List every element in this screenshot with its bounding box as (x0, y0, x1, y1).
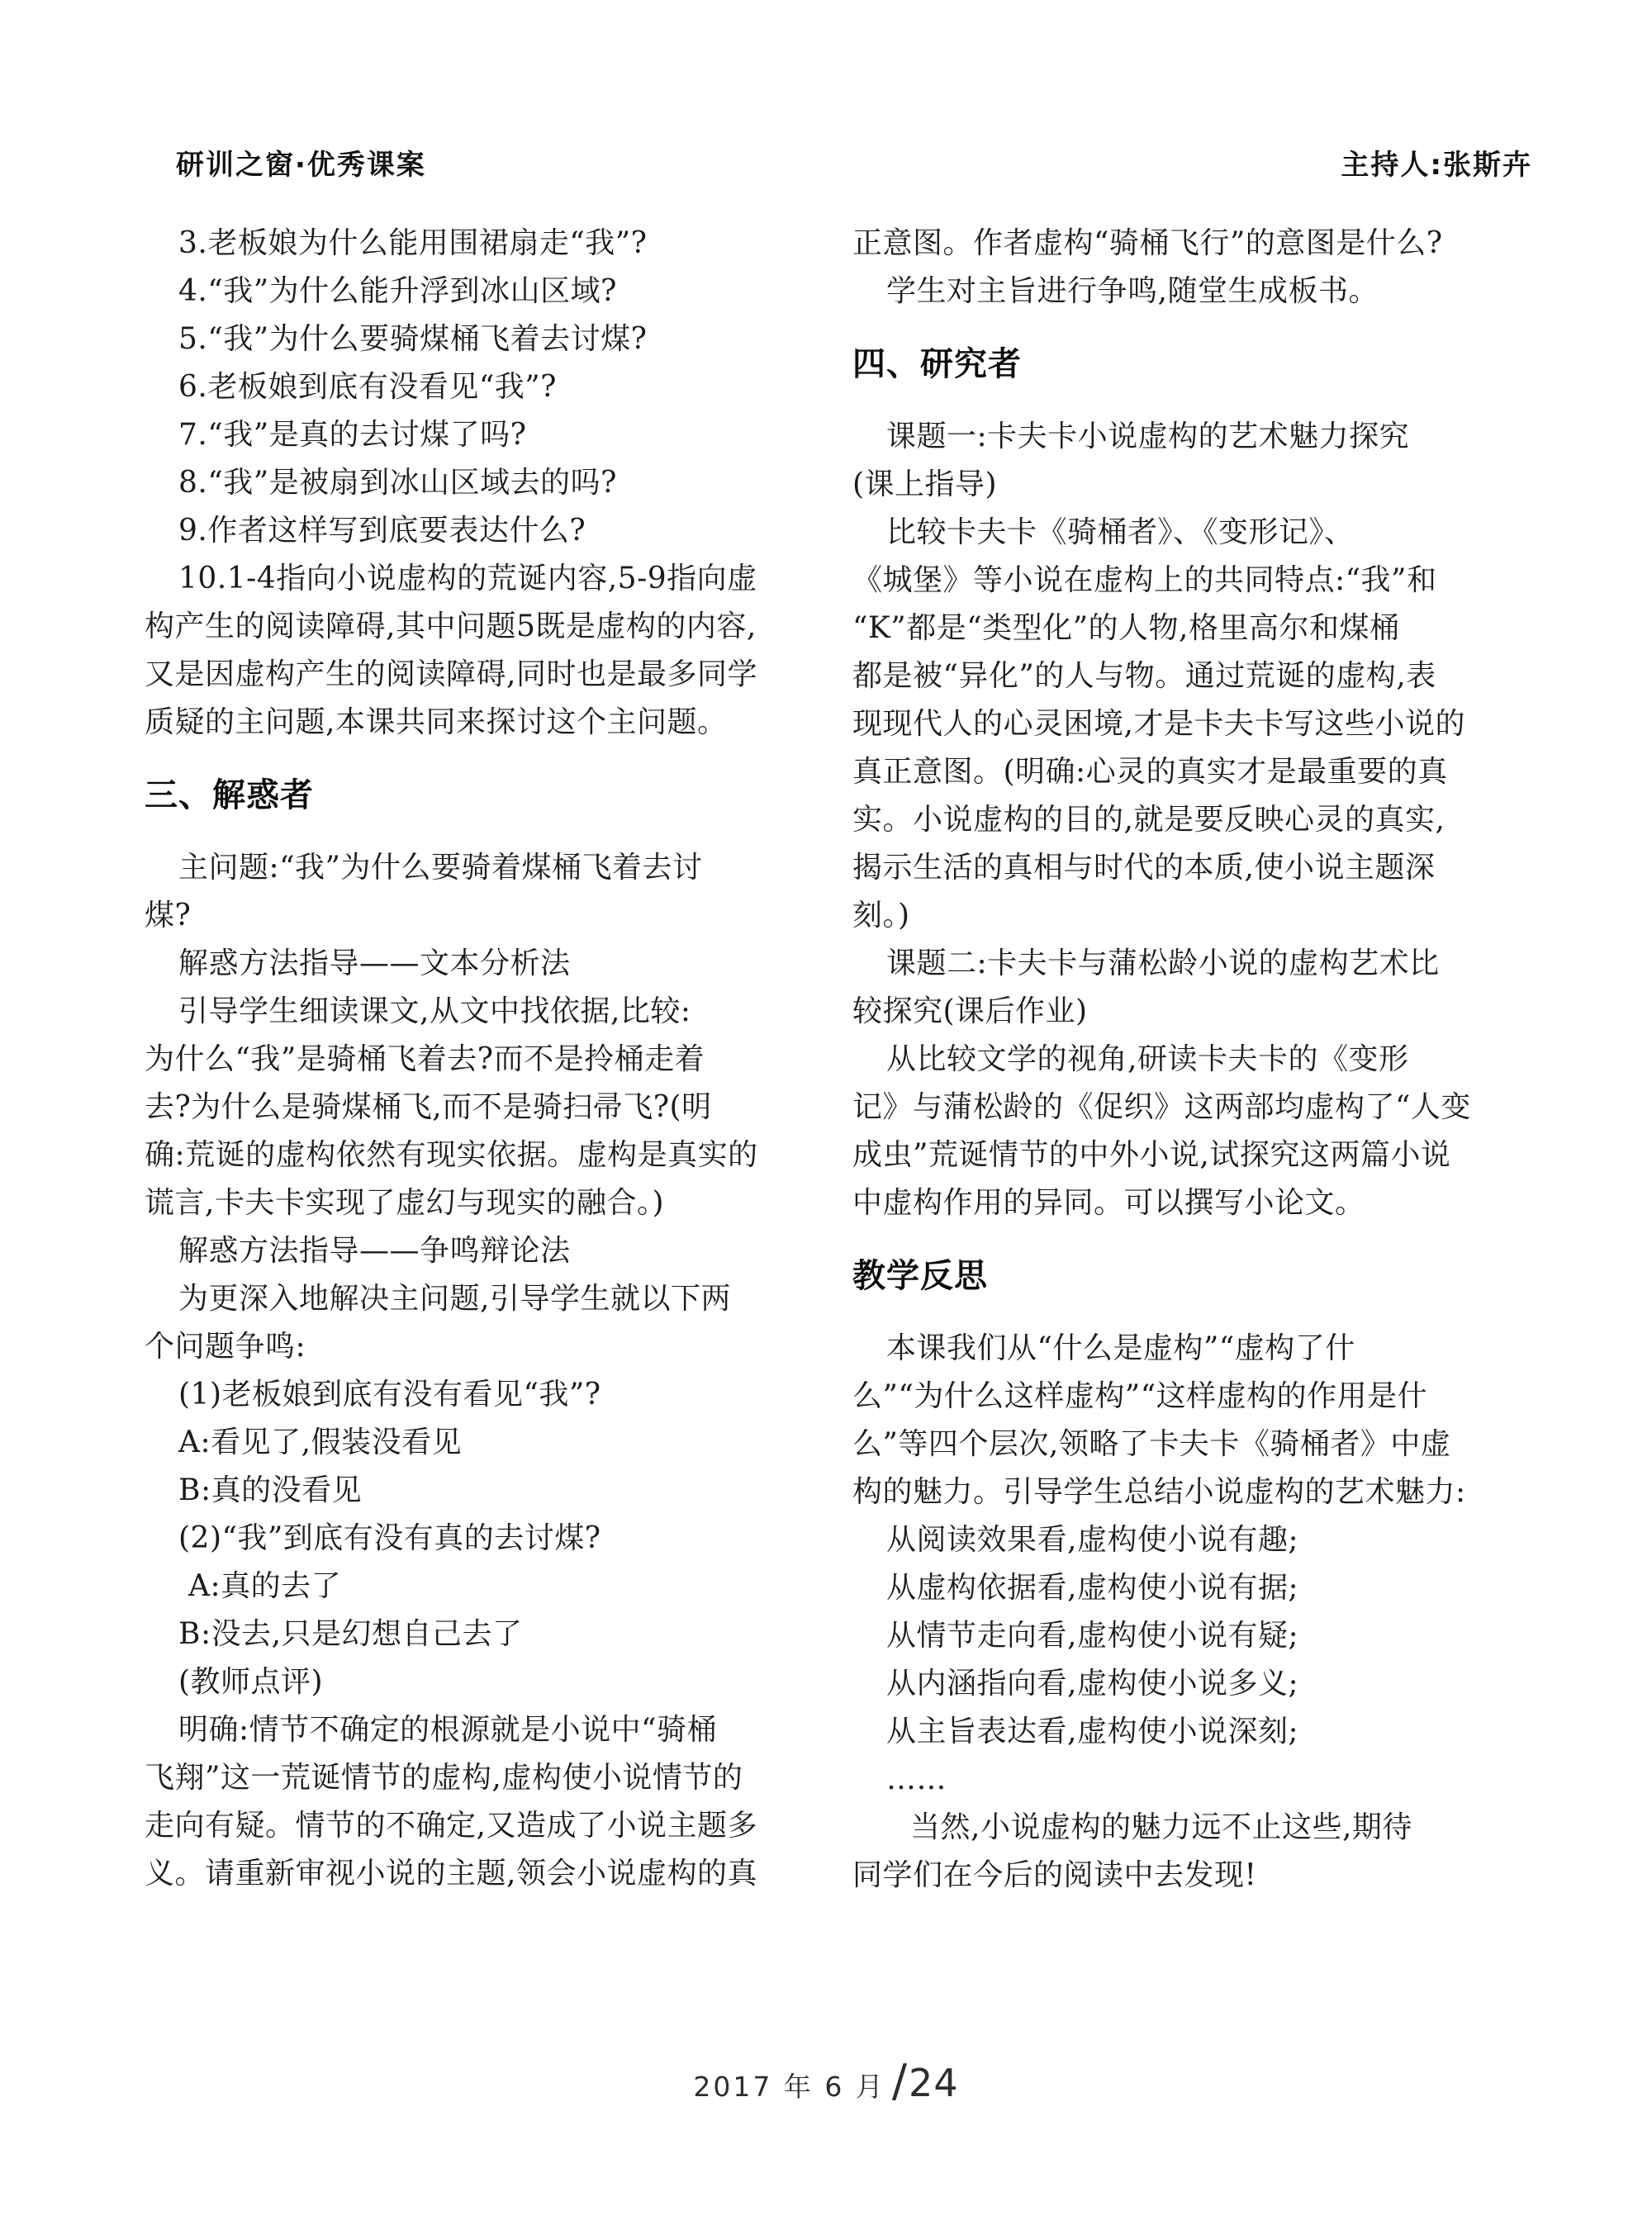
text-line: 从阅读效果看,虚构使小说有趣; (886, 1523, 1299, 1557)
text-line: 么”等四个层次,领略了卡夫卡《骑桶者》中虚 (852, 1427, 1451, 1461)
text-line: 正意图。作者虚构“骑桶飞行”的意图是什么? (852, 226, 1443, 260)
text-line: 8.“我”是被扇到冰山区域去的吗? (178, 466, 617, 500)
text-line: 明确:情节不确定的根源就是小说中“骑桶 (178, 1713, 718, 1747)
text-line: 为更深入地解决主问题,引导学生就以下两 (178, 1282, 731, 1316)
text-line: B:没去,只是幻想自己去了 (178, 1617, 523, 1651)
text-line: 3.老板娘为什么能用围裙扇走“我”? (178, 226, 648, 260)
text-line: 10.1-4指向小说虚构的荒诞内容,5-9指向虚 (178, 562, 757, 595)
text-line: 从内涵指向看,虚构使小说多义; (886, 1667, 1299, 1701)
text-line: …… (886, 1762, 947, 1796)
text-line: 比较卡夫卡《骑桶者》、《变形记》、 (886, 515, 1355, 549)
text-line: 《城堡》等小说在虚构上的共同特点:“我”和 (852, 563, 1437, 597)
text-line: 从主旨表达看,虚构使小说深刻; (886, 1715, 1299, 1748)
text-line: 9.作者这样写到底要表达什么? (178, 514, 586, 548)
text-line: 主问题:“我”为什么要骑着煤桶飞着去讨 (178, 851, 703, 885)
text-line: 谎言,卡夫卡实现了虚幻与现实的融合。) (145, 1186, 664, 1220)
text-line: 4.“我”为什么能升浮到冰山区域? (178, 274, 617, 308)
text-line: 煤? (145, 899, 192, 932)
text-line: 质疑的主问题,本课共同来探讨这个主问题。 (145, 705, 728, 739)
text-line: “K”都是“类型化”的人物,格里高尔和煤桶 (852, 611, 1400, 645)
text-line: 记》与蒲松龄的《促织》这两部均虚构了“人变 (852, 1090, 1471, 1124)
text-line: 揭示生活的真相与时代的本质,使小说主题深 (852, 851, 1436, 885)
text-line: 构的魅力。引导学生总结小说虚构的艺术魅力: (852, 1475, 1466, 1509)
text-line: 确:荒诞的虚构依然有现实依据。虚构是真实的 (145, 1138, 758, 1172)
text-line: 同学们在今后的阅读中去发现! (852, 1858, 1257, 1892)
text-line: 实。小说虚构的目的,就是要反映心灵的真实, (852, 803, 1446, 837)
text-line: 真正意图。(明确:心灵的真实才是最重要的真 (852, 755, 1448, 789)
text-line: 课题一:卡夫卡小说虚构的艺术魅力探究 (886, 420, 1410, 453)
text-line: B:真的没看见 (178, 1473, 363, 1507)
text-line: 都是被“异化”的人与物。通过荒诞的虚构,表 (852, 659, 1436, 693)
text-line: 5.“我”为什么要骑煤桶飞着去讨煤? (178, 322, 648, 356)
text-line: 当然,小说虚构的魅力远不止这些,期待 (910, 1810, 1412, 1844)
text-line: (2)“我”到底有没有真的去讨煤? (178, 1521, 601, 1555)
host-credit: 主持人:张斯卉 (1341, 149, 1532, 182)
text-line: 个问题争鸣: (145, 1330, 306, 1364)
text-line: 引导学生细读课文,从文中找依据,比较: (178, 994, 691, 1028)
text-line: 6.老板娘到底有没看见“我”? (178, 370, 557, 404)
text-line: 7.“我”是真的去讨煤了吗? (178, 418, 527, 452)
issue-date: 2017 年 6 月 (693, 2071, 885, 2103)
section-heading: 三、解惑者 (145, 776, 314, 814)
text-line: 解惑方法指导——文本分析法 (178, 946, 571, 980)
text-line: 刻。) (852, 899, 910, 932)
text-line: 解惑方法指导——争鸣辩论法 (178, 1234, 571, 1268)
section-heading: 教学反思 (852, 1257, 988, 1295)
page-header (176, 142, 1532, 183)
text-line: (1)老板娘到底有没有看见“我”? (178, 1378, 601, 1411)
left-column (145, 220, 805, 1898)
text-line: A:看见了,假装没看见 (178, 1426, 463, 1459)
text-line: 成虫”荒诞情节的中外小说,试探究这两篇小说 (852, 1138, 1451, 1172)
text-line: (课上指导) (852, 467, 998, 501)
text-line: 构产生的阅读障碍,其中问题5既是虚构的内容, (145, 610, 757, 643)
text-line: 较探究(课后作业) (852, 994, 1088, 1028)
text-line: 本课我们从“什么是虚构”“虚构了什 (886, 1331, 1355, 1365)
text-line: 从虚构依据看,虚构使小说有据; (886, 1571, 1299, 1605)
text-line: A:真的去了 (178, 1569, 342, 1603)
text-line: 又是因虚构产生的阅读障碍,同时也是最多同学 (145, 657, 757, 691)
text-line: 走向有疑。情节的不确定,又造成了小说主题多 (145, 1809, 757, 1843)
text-line: 义。请重新审视小说的主题,领会小说虚构的真 (145, 1857, 757, 1891)
text-line: 从情节走向看,虚构使小说有疑; (886, 1619, 1299, 1653)
right-column (852, 220, 1513, 1900)
section-heading: 四、研究者 (852, 345, 1022, 383)
page-number: 24 (909, 2061, 959, 2105)
page-footer (0, 2055, 1652, 2107)
text-line: (教师点评) (178, 1665, 324, 1699)
text-line: 现现代人的心灵困境,才是卡夫卡写这些小说的 (852, 707, 1465, 741)
text-line: 去?为什么是骑煤桶飞,而不是骑扫帚飞?(明 (145, 1090, 712, 1124)
text-line: 为什么“我”是骑桶飞着去?而不是拎桶走着 (145, 1042, 705, 1076)
footer-slash: / (891, 2055, 908, 2107)
text-line: 中虚构作用的异同。可以撰写小论文。 (852, 1186, 1365, 1220)
text-line: 飞翔”这一荒诞情节的虚构,虚构使小说情节的 (145, 1761, 743, 1795)
text-line: 么”“为什么这样虚构”“这样虚构的作用是什 (852, 1379, 1428, 1413)
text-line: 学生对主旨进行争鸣,随堂生成板书。 (886, 274, 1379, 308)
text-line: 从比较文学的视角,研读卡夫卡的《变形 (886, 1042, 1409, 1076)
journal-section-title: 研训之窗·优秀课案 (176, 149, 426, 182)
text-line: 课题二:卡夫卡与蒲松龄小说的虚构艺术比 (886, 946, 1440, 980)
